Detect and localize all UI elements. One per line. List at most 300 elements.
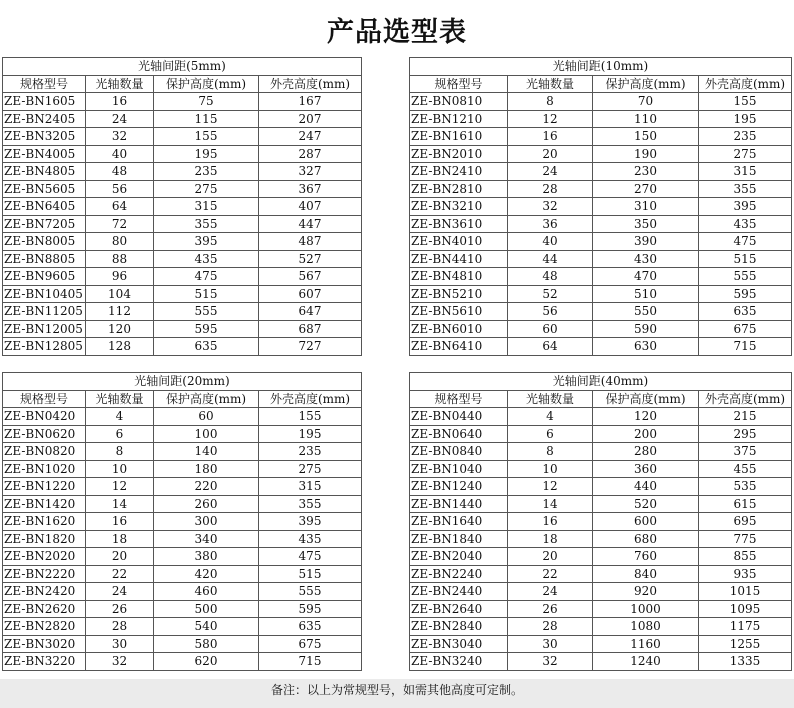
model-cell: ZE-BN2405 [3, 110, 86, 128]
housing-height-cell: 315 [259, 478, 362, 496]
protection-height-cell: 550 [593, 303, 699, 321]
protection-height-cell: 520 [593, 495, 699, 513]
axis-count-cell: 40 [86, 145, 154, 163]
model-cell: ZE-BN6405 [3, 198, 86, 216]
axis-count-cell: 96 [86, 268, 154, 286]
table-row [410, 600, 792, 618]
protection-height-cell: 390 [593, 233, 699, 251]
column-header: 光轴数量 [508, 390, 593, 408]
model-cell: ZE-BN1240 [410, 478, 508, 496]
model-cell: ZE-BN11205 [3, 303, 86, 321]
protection-height-cell: 115 [154, 110, 259, 128]
protection-height-cell: 140 [154, 443, 259, 461]
protection-height-cell: 420 [154, 565, 259, 583]
table-row [3, 145, 362, 163]
column-header-row [3, 75, 362, 93]
column-header: 外壳高度(mm) [699, 75, 792, 93]
model-cell: ZE-BN5210 [410, 285, 508, 303]
protection-height-cell: 435 [154, 250, 259, 268]
protection-height-cell: 590 [593, 320, 699, 338]
protection-height-cell: 430 [593, 250, 699, 268]
protection-height-cell: 580 [154, 635, 259, 653]
axis-count-cell: 60 [508, 320, 593, 338]
model-cell: ZE-BN4005 [3, 145, 86, 163]
housing-height-cell: 395 [699, 198, 792, 216]
table-row [410, 268, 792, 286]
model-cell: ZE-BN4805 [3, 163, 86, 181]
housing-height-cell: 275 [259, 460, 362, 478]
housing-height-cell: 727 [259, 338, 362, 356]
table-row [410, 215, 792, 233]
axis-count-cell: 44 [508, 250, 593, 268]
model-cell: ZE-BN3040 [410, 635, 508, 653]
protection-height-cell: 120 [593, 408, 699, 426]
axis-count-cell: 30 [508, 635, 593, 653]
axis-count-cell: 40 [508, 233, 593, 251]
housing-height-cell: 195 [259, 425, 362, 443]
page-title: 产品选型表 [327, 17, 467, 48]
table-row [3, 215, 362, 233]
table-row [410, 548, 792, 566]
axis-count-cell: 6 [508, 425, 593, 443]
protection-height-cell: 235 [154, 163, 259, 181]
housing-height-cell: 295 [699, 425, 792, 443]
model-cell: ZE-BN2820 [3, 618, 86, 636]
table-row [3, 513, 362, 531]
axis-count-cell: 48 [508, 268, 593, 286]
housing-height-cell: 315 [699, 163, 792, 181]
table-row [3, 478, 362, 496]
housing-height-cell: 1335 [699, 653, 792, 671]
axis-count-cell: 56 [86, 180, 154, 198]
protection-height-cell: 470 [593, 268, 699, 286]
table-row [3, 110, 362, 128]
table-row [3, 180, 362, 198]
axis-count-cell: 18 [86, 530, 154, 548]
protection-height-cell: 200 [593, 425, 699, 443]
housing-height-cell: 715 [699, 338, 792, 356]
model-cell: ZE-BN0840 [410, 443, 508, 461]
model-cell: ZE-BN2810 [410, 180, 508, 198]
axis-count-cell: 16 [508, 128, 593, 146]
axis-count-cell: 22 [86, 565, 154, 583]
housing-height-cell: 647 [259, 303, 362, 321]
column-header: 光轴数量 [86, 75, 154, 93]
housing-height-cell: 595 [699, 285, 792, 303]
model-cell: ZE-BN0810 [410, 93, 508, 111]
housing-height-cell: 355 [699, 180, 792, 198]
protection-height-cell: 180 [154, 460, 259, 478]
model-cell: ZE-BN1620 [3, 513, 86, 531]
housing-height-cell: 695 [699, 513, 792, 531]
protection-height-cell: 600 [593, 513, 699, 531]
table-row [3, 530, 362, 548]
model-cell: ZE-BN2020 [3, 548, 86, 566]
table-row [3, 408, 362, 426]
axis-count-cell: 14 [508, 495, 593, 513]
table-row [3, 583, 362, 601]
model-cell: ZE-BN1605 [3, 93, 86, 111]
housing-height-cell: 395 [259, 513, 362, 531]
spacing-header: 光轴间距(40mm) [410, 373, 792, 391]
housing-height-cell: 1255 [699, 635, 792, 653]
model-cell: ZE-BN1840 [410, 530, 508, 548]
model-cell: ZE-BN2240 [410, 565, 508, 583]
axis-count-cell: 72 [86, 215, 154, 233]
model-cell: ZE-BN2840 [410, 618, 508, 636]
spec-table [2, 372, 362, 671]
model-cell: ZE-BN3240 [410, 653, 508, 671]
protection-height-cell: 1160 [593, 635, 699, 653]
table-row [3, 338, 362, 356]
table-row [3, 565, 362, 583]
axis-count-cell: 64 [86, 198, 154, 216]
model-cell: ZE-BN1820 [3, 530, 86, 548]
table-row [3, 548, 362, 566]
model-cell: ZE-BN1040 [410, 460, 508, 478]
table-row [410, 303, 792, 321]
model-cell: ZE-BN2620 [3, 600, 86, 618]
protection-height-cell: 260 [154, 495, 259, 513]
table-row [410, 565, 792, 583]
protection-height-cell: 150 [593, 128, 699, 146]
axis-count-cell: 14 [86, 495, 154, 513]
table-row [3, 268, 362, 286]
table-row [410, 128, 792, 146]
column-header: 保护高度(mm) [154, 75, 259, 93]
protection-height-cell: 110 [593, 110, 699, 128]
table-row [410, 460, 792, 478]
model-cell: ZE-BN7205 [3, 215, 86, 233]
protection-height-cell: 190 [593, 145, 699, 163]
table-row [410, 93, 792, 111]
model-cell: ZE-BN8005 [3, 233, 86, 251]
model-cell: ZE-BN5605 [3, 180, 86, 198]
axis-count-cell: 4 [508, 408, 593, 426]
table-row [410, 653, 792, 671]
protection-height-cell: 310 [593, 198, 699, 216]
table-row [410, 478, 792, 496]
axis-count-cell: 24 [508, 163, 593, 181]
footer-note: 备注：以上为常规型号，如需其他高度可定制。 [0, 679, 794, 708]
protection-height-cell: 620 [154, 653, 259, 671]
table-row [3, 600, 362, 618]
model-cell: ZE-BN2040 [410, 548, 508, 566]
table-row [3, 285, 362, 303]
protection-height-cell: 1080 [593, 618, 699, 636]
model-cell: ZE-BN9605 [3, 268, 86, 286]
protection-height-cell: 360 [593, 460, 699, 478]
housing-height-cell: 855 [699, 548, 792, 566]
protection-height-cell: 70 [593, 93, 699, 111]
axis-count-cell: 56 [508, 303, 593, 321]
protection-height-cell: 275 [154, 180, 259, 198]
axis-count-cell: 32 [508, 198, 593, 216]
housing-height-cell: 935 [699, 565, 792, 583]
table-row [410, 110, 792, 128]
column-header: 保护高度(mm) [593, 75, 699, 93]
axis-count-cell: 64 [508, 338, 593, 356]
model-cell: ZE-BN10405 [3, 285, 86, 303]
spec-table [409, 372, 792, 671]
spacing-header: 光轴间距(10mm) [410, 58, 792, 76]
axis-count-cell: 32 [86, 128, 154, 146]
column-header-row [410, 390, 792, 408]
column-header: 规格型号 [410, 390, 508, 408]
protection-height-cell: 280 [593, 443, 699, 461]
table-row [410, 513, 792, 531]
housing-height-cell: 615 [699, 495, 792, 513]
axis-count-cell: 28 [508, 180, 593, 198]
axis-count-cell: 16 [86, 93, 154, 111]
model-cell: ZE-BN2220 [3, 565, 86, 583]
protection-height-cell: 355 [154, 215, 259, 233]
housing-height-cell: 327 [259, 163, 362, 181]
axis-count-cell: 20 [86, 548, 154, 566]
protection-height-cell: 515 [154, 285, 259, 303]
housing-height-cell: 155 [259, 408, 362, 426]
table-row [410, 495, 792, 513]
axis-count-cell: 104 [86, 285, 154, 303]
column-header: 光轴数量 [86, 390, 154, 408]
axis-count-cell: 32 [508, 653, 593, 671]
protection-height-cell: 500 [154, 600, 259, 618]
axis-count-cell: 32 [86, 653, 154, 671]
column-header-row [410, 75, 792, 93]
model-cell: ZE-BN2420 [3, 583, 86, 601]
column-header-row [3, 390, 362, 408]
housing-height-cell: 155 [699, 93, 792, 111]
spec-table-5mm [2, 57, 362, 356]
protection-height-cell: 100 [154, 425, 259, 443]
table-row [410, 180, 792, 198]
column-header: 规格型号 [410, 75, 508, 93]
column-header: 保护高度(mm) [154, 390, 259, 408]
housing-height-cell: 375 [699, 443, 792, 461]
housing-height-cell: 555 [699, 268, 792, 286]
housing-height-cell: 535 [699, 478, 792, 496]
housing-height-cell: 715 [259, 653, 362, 671]
housing-height-cell: 687 [259, 320, 362, 338]
housing-height-cell: 1095 [699, 600, 792, 618]
table-row [3, 495, 362, 513]
model-cell: ZE-BN1420 [3, 495, 86, 513]
housing-height-cell: 475 [259, 548, 362, 566]
spec-table-40mm [409, 372, 792, 671]
protection-height-cell: 230 [593, 163, 699, 181]
protection-height-cell: 195 [154, 145, 259, 163]
table-row [3, 128, 362, 146]
axis-count-cell: 12 [86, 478, 154, 496]
housing-height-cell: 675 [259, 635, 362, 653]
protection-height-cell: 380 [154, 548, 259, 566]
housing-height-cell: 275 [699, 145, 792, 163]
table-row [410, 145, 792, 163]
model-cell: ZE-BN3610 [410, 215, 508, 233]
protection-height-cell: 920 [593, 583, 699, 601]
housing-height-cell: 635 [699, 303, 792, 321]
column-header: 规格型号 [3, 390, 86, 408]
axis-count-cell: 12 [508, 478, 593, 496]
model-cell: ZE-BN5610 [410, 303, 508, 321]
model-cell: ZE-BN1610 [410, 128, 508, 146]
protection-height-cell: 395 [154, 233, 259, 251]
axis-count-cell: 120 [86, 320, 154, 338]
model-cell: ZE-BN0640 [410, 425, 508, 443]
table-row [3, 425, 362, 443]
table-row [3, 233, 362, 251]
model-cell: ZE-BN12805 [3, 338, 86, 356]
axis-count-cell: 6 [86, 425, 154, 443]
model-cell: ZE-BN2440 [410, 583, 508, 601]
table-row [3, 653, 362, 671]
protection-height-cell: 760 [593, 548, 699, 566]
protection-height-cell: 340 [154, 530, 259, 548]
housing-height-cell: 455 [699, 460, 792, 478]
protection-height-cell: 510 [593, 285, 699, 303]
table-row [3, 250, 362, 268]
housing-height-cell: 1175 [699, 618, 792, 636]
table-row [410, 408, 792, 426]
axis-count-cell: 10 [86, 460, 154, 478]
housing-height-cell: 435 [699, 215, 792, 233]
column-header: 外壳高度(mm) [259, 75, 362, 93]
axis-count-cell: 24 [86, 583, 154, 601]
housing-height-cell: 1015 [699, 583, 792, 601]
axis-count-cell: 28 [508, 618, 593, 636]
table-row [3, 198, 362, 216]
axis-count-cell: 36 [508, 215, 593, 233]
table-row [410, 338, 792, 356]
protection-height-cell: 460 [154, 583, 259, 601]
table-row [3, 320, 362, 338]
axis-count-cell: 28 [86, 618, 154, 636]
model-cell: ZE-BN0820 [3, 443, 86, 461]
model-cell: ZE-BN3020 [3, 635, 86, 653]
protection-height-cell: 630 [593, 338, 699, 356]
housing-height-cell: 367 [259, 180, 362, 198]
table-row [410, 425, 792, 443]
housing-height-cell: 355 [259, 495, 362, 513]
model-cell: ZE-BN0620 [3, 425, 86, 443]
axis-count-cell: 30 [86, 635, 154, 653]
table-row [3, 93, 362, 111]
model-cell: ZE-BN2640 [410, 600, 508, 618]
axis-count-cell: 8 [508, 443, 593, 461]
housing-height-cell: 515 [699, 250, 792, 268]
column-header: 外壳高度(mm) [259, 390, 362, 408]
model-cell: ZE-BN12005 [3, 320, 86, 338]
protection-height-cell: 595 [154, 320, 259, 338]
model-cell: ZE-BN3220 [3, 653, 86, 671]
protection-height-cell: 315 [154, 198, 259, 216]
table-row [3, 303, 362, 321]
model-cell: ZE-BN0440 [410, 408, 508, 426]
model-cell: ZE-BN3205 [3, 128, 86, 146]
axis-count-cell: 12 [508, 110, 593, 128]
protection-height-cell: 60 [154, 408, 259, 426]
protection-height-cell: 155 [154, 128, 259, 146]
housing-height-cell: 595 [259, 600, 362, 618]
protection-height-cell: 350 [593, 215, 699, 233]
table-row [3, 163, 362, 181]
model-cell: ZE-BN2410 [410, 163, 508, 181]
column-header: 光轴数量 [508, 75, 593, 93]
housing-height-cell: 515 [259, 565, 362, 583]
axis-count-cell: 26 [508, 600, 593, 618]
model-cell: ZE-BN6010 [410, 320, 508, 338]
housing-height-cell: 195 [699, 110, 792, 128]
table-row [410, 618, 792, 636]
axis-count-cell: 8 [508, 93, 593, 111]
model-cell: ZE-BN6410 [410, 338, 508, 356]
housing-height-cell: 407 [259, 198, 362, 216]
model-cell: ZE-BN1220 [3, 478, 86, 496]
axis-count-cell: 8 [86, 443, 154, 461]
axis-count-cell: 4 [86, 408, 154, 426]
housing-height-cell: 675 [699, 320, 792, 338]
axis-count-cell: 22 [508, 565, 593, 583]
protection-height-cell: 555 [154, 303, 259, 321]
model-cell: ZE-BN3210 [410, 198, 508, 216]
axis-count-cell: 26 [86, 600, 154, 618]
protection-height-cell: 1000 [593, 600, 699, 618]
housing-height-cell: 555 [259, 583, 362, 601]
column-header: 规格型号 [3, 75, 86, 93]
model-cell: ZE-BN1640 [410, 513, 508, 531]
axis-count-cell: 88 [86, 250, 154, 268]
table-row [3, 460, 362, 478]
table-row [410, 530, 792, 548]
housing-height-cell: 635 [259, 618, 362, 636]
model-cell: ZE-BN2010 [410, 145, 508, 163]
axis-count-cell: 10 [508, 460, 593, 478]
axis-count-cell: 16 [508, 513, 593, 531]
axis-count-cell: 112 [86, 303, 154, 321]
housing-height-cell: 435 [259, 530, 362, 548]
housing-height-cell: 475 [699, 233, 792, 251]
housing-height-cell: 235 [259, 443, 362, 461]
protection-height-cell: 300 [154, 513, 259, 531]
axis-count-cell: 48 [86, 163, 154, 181]
axis-count-cell: 20 [508, 548, 593, 566]
model-cell: ZE-BN1210 [410, 110, 508, 128]
axis-count-cell: 18 [508, 530, 593, 548]
model-cell: ZE-BN0420 [3, 408, 86, 426]
axis-count-cell: 52 [508, 285, 593, 303]
housing-height-cell: 235 [699, 128, 792, 146]
housing-height-cell: 207 [259, 110, 362, 128]
housing-height-cell: 167 [259, 93, 362, 111]
table-row [410, 635, 792, 653]
spacing-header: 光轴间距(5mm) [3, 58, 362, 76]
table-row [3, 635, 362, 653]
model-cell: ZE-BN1440 [410, 495, 508, 513]
model-cell: ZE-BN4410 [410, 250, 508, 268]
model-cell: ZE-BN4010 [410, 233, 508, 251]
protection-height-cell: 635 [154, 338, 259, 356]
housing-height-cell: 775 [699, 530, 792, 548]
protection-height-cell: 75 [154, 93, 259, 111]
column-header: 保护高度(mm) [593, 390, 699, 408]
table-row [3, 618, 362, 636]
table-row [410, 198, 792, 216]
protection-height-cell: 1240 [593, 653, 699, 671]
table-row [410, 320, 792, 338]
model-cell: ZE-BN4810 [410, 268, 508, 286]
axis-count-cell: 80 [86, 233, 154, 251]
axis-count-cell: 16 [86, 513, 154, 531]
